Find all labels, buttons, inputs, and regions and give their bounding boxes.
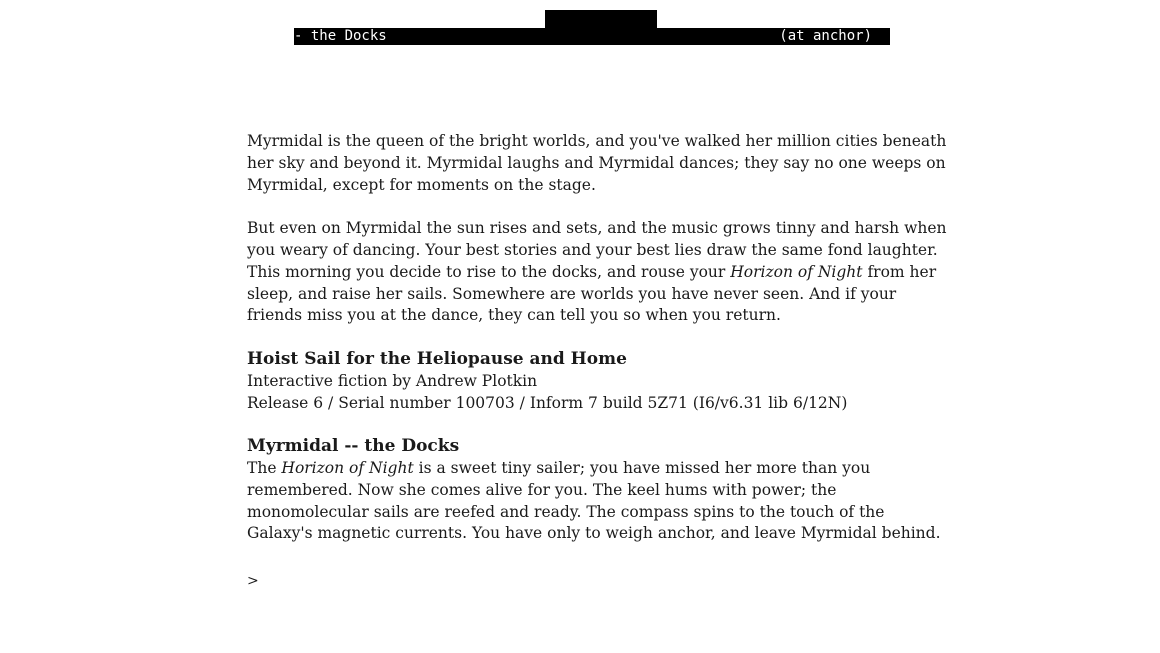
intro-paragraph-2-start: But even on Myrmidal the sun rises and sets, and the music grows tinny and harsh when you weary of dancing. Your best stories and your best lies draw the same fond laughter. This morning you decide to rise to the docks, and rouse your (247, 219, 947, 281)
intro-paragraph-2-end: from her sleep, and raise her sails. Somewhere are worlds you have never seen. And if your friends miss you at the dance, they can tell you so when you return. (247, 262, 937, 325)
status-state: (at anchor) (779, 28, 872, 44)
status-location: - the Docks (294, 28, 387, 44)
game-banner (247, 349, 947, 414)
room-description (247, 458, 947, 545)
story-window (247, 131, 947, 593)
prompt-symbol: > (247, 572, 259, 589)
command-prompt[interactable] (247, 571, 947, 593)
room-description-end: is a sweet tiny sailer; you have missed her more than you remembered. Now she comes alive for you. The keel hums with power; the monomolecular sails are reefed and ready. The compass spins to the touch of the Galaxy's magnetic currents. You have only to weigh anchor, and leave Myrmidal behind. (247, 458, 941, 543)
room-description-block (247, 436, 947, 545)
game-byline: Interactive fiction by Andrew Plotkin (247, 371, 538, 390)
intro-paragraph-2 (247, 218, 947, 327)
room-ship-name: Horizon of Night (281, 458, 414, 477)
game-title: Hoist Sail for the Heliopause and Home (247, 348, 627, 369)
status-title (545, 10, 657, 28)
game-release: Release 6 / Serial number 100703 / Inform 7 build 5Z71 (I6/v6.31 lib 6/12N) (247, 393, 848, 412)
ship-name: Horizon of Night (730, 262, 863, 281)
room-description-start: The (247, 458, 282, 477)
intro-paragraph-1: Myrmidal is the queen of the bright worlds, and you've walked her million cities beneath her sky and beyond it. Myrmidal laughs and Myrmidal dances; they say no one weeps on Myrmidal, except for moments on the stage. (247, 132, 947, 194)
room-heading: Myrmidal -- the Docks (247, 436, 460, 457)
status-bar (294, 28, 890, 45)
